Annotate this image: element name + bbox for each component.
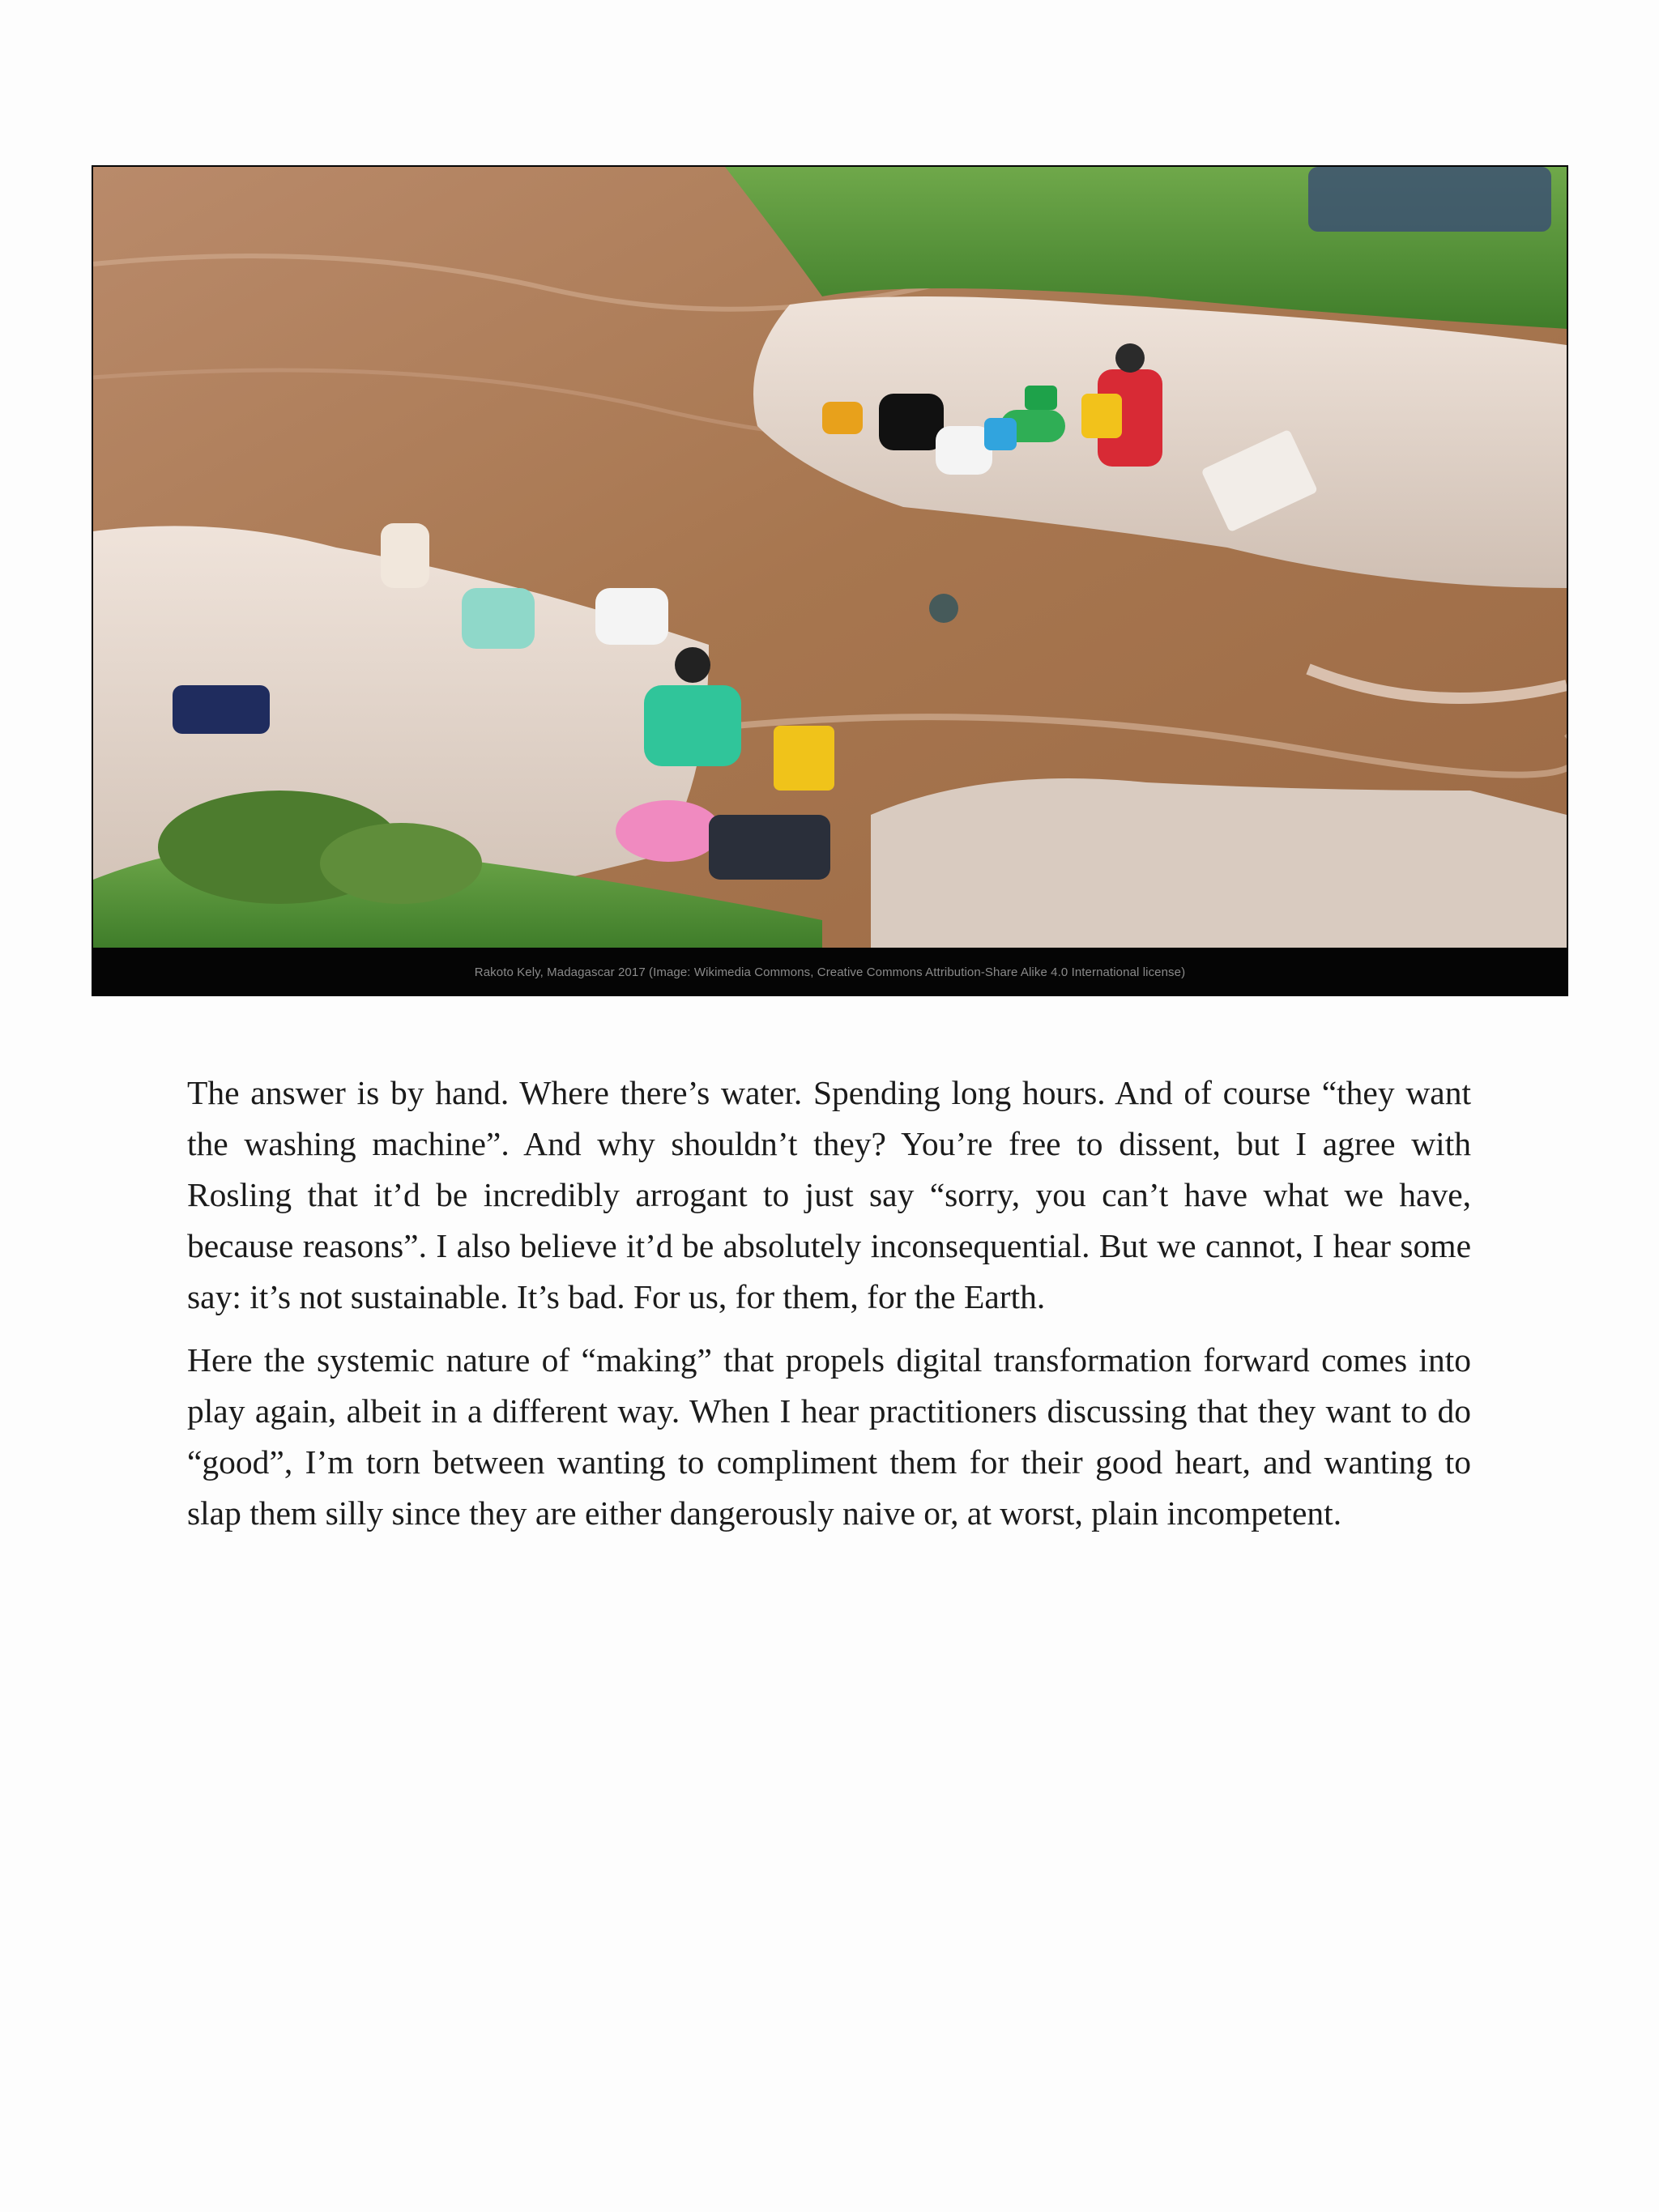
body-text: [187, 1068, 1471, 1551]
paragraph: The answer is by hand. Where there’s water. Spending long hours. And of course “they want the washing machine”. And why shouldn’t they? You’re free to dissent, but I agree with Rosling that it’d be incredibly arrogant to just say “sorry, you can’t have what we have, because reasons”. I also believe it’d be absolutely inconsequential. But we cannot, I hear some say: it’s not sustainable. It’s bad. For us, for them, for the Earth.: [187, 1074, 1471, 1315]
figure: [92, 165, 1568, 996]
caption-bar: [92, 948, 1568, 996]
river-washing-photo: [93, 167, 1567, 948]
paragraph: Here the systemic nature of “making” that propels digital transformation forward comes into play again, albeit in a different way. When I hear practitioners discussing that they want to do “good”, I’m torn between wanting to compliment them for their good heart, and wanting to slap them silly since they are either dangerously naive or, at worst, plain incompetent.: [187, 1341, 1471, 1532]
photo-caption: Rakoto Kely, Madagascar 2017 (Image: Wikimedia Commons, Creative Commons Attribution-Share Alike 4.0 International license): [474, 965, 1186, 979]
